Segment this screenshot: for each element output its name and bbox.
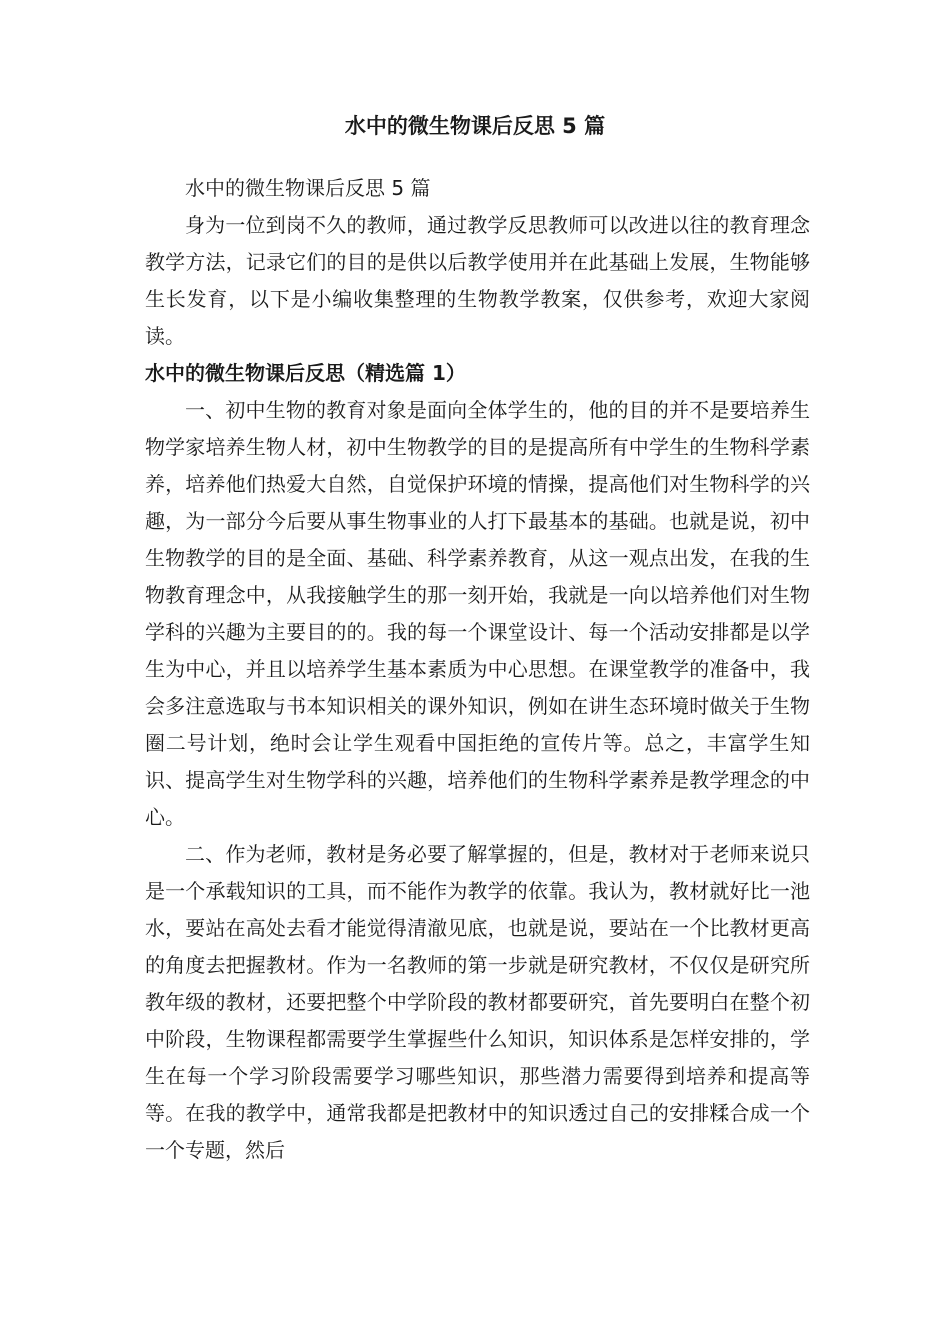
document-subtitle: 水中的微生物课后反思 5 篇: [185, 176, 431, 200]
body-paragraph-2: 二、作为老师，教材是务必要了解掌握的，但是，教材对于老师来说只是一个承载知识的工具，而不能作为教学的依靠。我认为，教材就好比一池水，要站在高处去看才能觉得清澈见底，也就是说，要站在一个比教材更高的角度去把握教材。作为一名教师的第一步就是研究教材，不仅仅是研究所教年级的教材，还要把整个中学阶段的教材都要研究，首先要明白在整个初中阶段，生物课程都需要学生掌握些什么知识，知识体系是怎样安排的，学生在每一个学习阶段需要学习哪些知识，那些潜力需要得到培养和提高等等。在我的教学中，通常我都是把教材中的知识透过自己的安排糅合成一个一个专题，然后: [145, 842, 810, 1162]
document-title: 水中的微生物课后反思 5 篇: [344, 114, 606, 138]
intro-paragraph: 身为一位到岗不久的教师，通过教学反思教师可以改进以往的教育理念教学方法，记录它们的目的是供以后教学使用并在此基础上发展，生物能够生长发育，以下是小编收集整理的生物教学教案，仅供参考，欢迎大家阅读。: [145, 213, 810, 348]
body-paragraph-1: 一、初中生物的教育对象是面向全体学生的，他的目的并不是要培养生物学家培养生物人材，初中生物教学的目的是提高所有中学生的生物科学素养，培养他们热爱大自然，自觉保护环境的情操，提高他们对生物科学的兴趣，为一部分今后要从事生物事业的人打下最基本的基础。也就是说，初中生物教学的目的是全面、基础、科学素养教育，从这一观点出发，在我的生物教育理念中，从我接触学生的那一刻开始，我就是一向以培养他们对生物学科的兴趣为主要目的的。我的每一个课堂设计、每一个活动安排都是以学生为中心，并且以培养学生基本素质为中心思想。在课堂教学的准备中，我会多注意选取与书本知识相关的课外知识，例如在讲生态环境时做关于生物圈二号计划，绝时会让学生观看中国拒绝的宣传片等。总之，丰富学生知识、提高学生对生物学科的兴趣，培养他们的生物科学素养是教学理念的中心。: [145, 398, 810, 829]
section-heading: 水中的微生物课后反思（精选篇 1）: [145, 361, 466, 385]
document-body: [145, 170, 810, 1169]
